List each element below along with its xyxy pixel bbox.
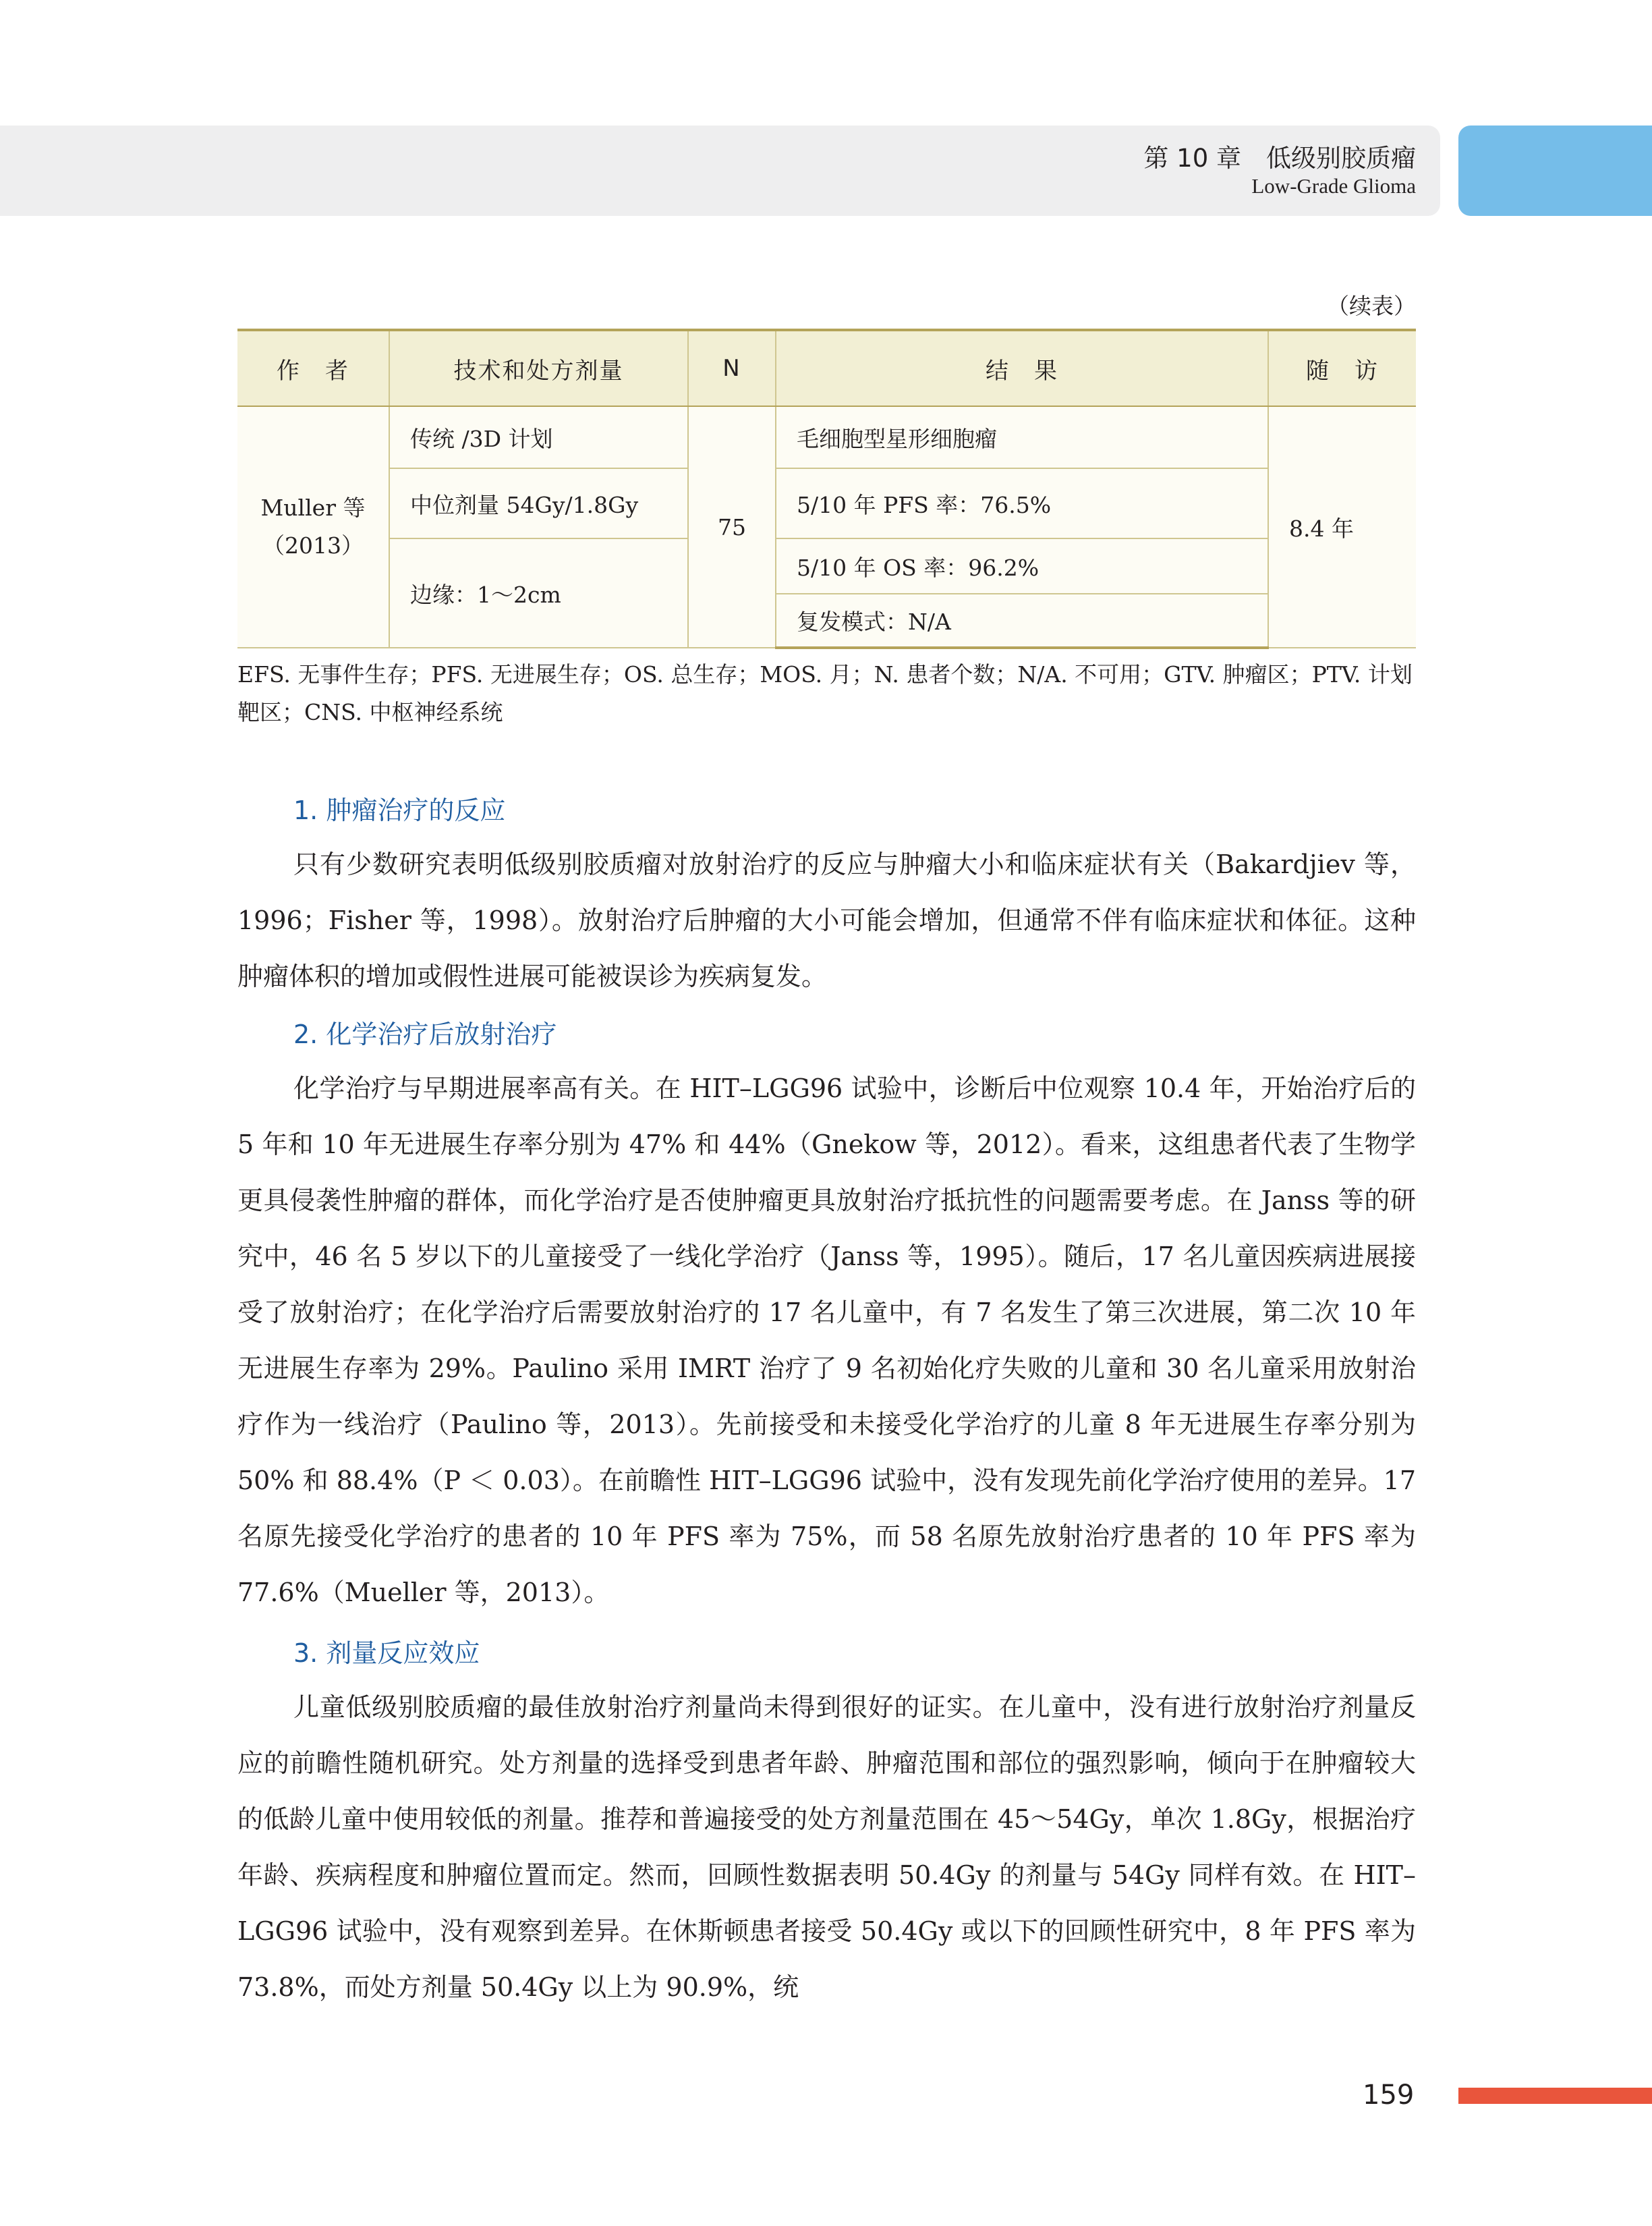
col-header-author: 作 者 <box>237 330 389 406</box>
cell-technique: 边缘：1～2cm <box>389 538 688 648</box>
cell-technique: 中位剂量 54Gy/1.8Gy <box>389 468 688 538</box>
col-header-n: N <box>688 330 776 406</box>
table-row <box>237 538 1416 594</box>
section-heading: 3. 剂量反应效应 <box>293 1638 480 1668</box>
table-header-row <box>237 330 1416 406</box>
section-paragraph: 化学治疗与早期进展率高有关。在 HIT–LGG96 试验中，诊断后中位观察 10.4 年，开始治疗后的 5 年和 10 年无进展生存率分别为 47% 和 44%（Gnekow 等，2012）。看来，这组患者代表了生物学更具侵袭性肿瘤的群体，而化学治疗是否使肿瘤更具放射治疗抵抗性的问题需要考虑。在 Janss 等的研究中，46 名 5 岁以下的儿童接受了一线化学治疗（Janss 等，1995）。随后，17 名儿童因疾病进展接受了放射治疗；在化学治疗后需要放射治疗的 17 名儿童中，有 7 名发生了第三次进展，第二次 10 年无进展生存率为 29%。Paulino 采用 IMRT 治疗了 9 名初始化疗失败的儿童和 30 名儿童采用放射治疗作为一线治疗（Paulino 等，2013）。先前接受和未接受化学治疗的儿童 8 年无进展生存率分别为 50% 和 88.4%（P ＜ 0.03）。在前瞻性 HIT–LGG96 试验中，没有发现先前化学治疗使用的差异。17 名原先接受化学治疗的患者的 10 年 PFS 率为 75%，而 58 名原先放射治疗患者的 10 年 PFS 率为 77.6%（Mueller 等，2013）。 <box>237 1074 1416 1607</box>
col-header-technique: 技术和处方剂量 <box>389 330 688 406</box>
chapter-subtitle: Low-Grade Glioma <box>1251 174 1416 198</box>
cell-technique: 传统 /3D 计划 <box>389 406 688 468</box>
section-paragraph: 儿童低级别胶质瘤的最佳放射治疗剂量尚未得到很好的证实。在儿童中，没有进行放射治疗剂量反应的前瞻性随机研究。处方剂量的选择受到患者年龄、肿瘤范围和部位的强烈影响，倾向于在肿瘤较大的低龄儿童中使用较低的剂量。推荐和普遍接受的处方剂量范围在 45～54Gy，单次 1.8Gy，根据治疗年龄、疾病程度和肿瘤位置而定。然而，回顾性数据表明 50.4Gy 的剂量与 54Gy 同样有效。在 HIT–LGG96 试验中，没有观察到差异。在休斯顿患者接受 50.4Gy 或以下的回顾性研究中，8 年 PFS 率为 73.8%，而处方剂量 50.4Gy 以上为 90.9%，统 <box>237 1692 1416 2002</box>
table-continued-label: （续表） <box>1327 293 1416 319</box>
section-heading: 2. 化学治疗后放射治疗 <box>293 1020 557 1049</box>
col-header-followup: 随 访 <box>1268 330 1416 406</box>
section-heading: 1. 肿瘤治疗的反应 <box>293 796 506 825</box>
col-header-results: 结 果 <box>776 330 1268 406</box>
cell-result: 5/10 年 PFS 率：76.5% <box>776 468 1268 538</box>
table-footnote: EFS. 无事件生存；PFS. 无进展生存；OS. 总生存；MOS. 月；N. 患者个数；N/A. 不可用；GTV. 肿瘤区；PTV. 计划靶区；CNS. 中枢神经系统 <box>237 661 1413 725</box>
section-paragraph: 只有少数研究表明低级别胶质瘤对放射治疗的反应与肿瘤大小和临床症状有关（Bakardjiev 等，1996；Fisher 等，1998）。放射治疗后肿瘤的大小可能会增加，但通常不伴有临床症状和体征。这种肿瘤体积的增加或假性进展可能被误诊为疾病复发。 <box>237 850 1416 991</box>
cell-result: 复发模式：N/A <box>776 594 1268 648</box>
chapter-title: 第 10 章 低级别胶质瘤 <box>1143 144 1416 173</box>
chapter-tab <box>1458 126 1652 216</box>
cell-n: 75 <box>688 406 776 648</box>
cell-author: Muller 等（2013） <box>237 406 389 648</box>
page-number: 159 <box>1363 2080 1415 2111</box>
results-table <box>237 329 1416 649</box>
cell-result: 5/10 年 OS 率：96.2% <box>776 538 1268 594</box>
page-accent-bar <box>1458 2088 1652 2104</box>
table-row <box>237 468 1416 538</box>
table-row <box>237 406 1416 468</box>
cell-followup: 8.4 年 <box>1268 406 1416 648</box>
cell-result: 毛细胞型星形细胞瘤 <box>776 406 1268 468</box>
